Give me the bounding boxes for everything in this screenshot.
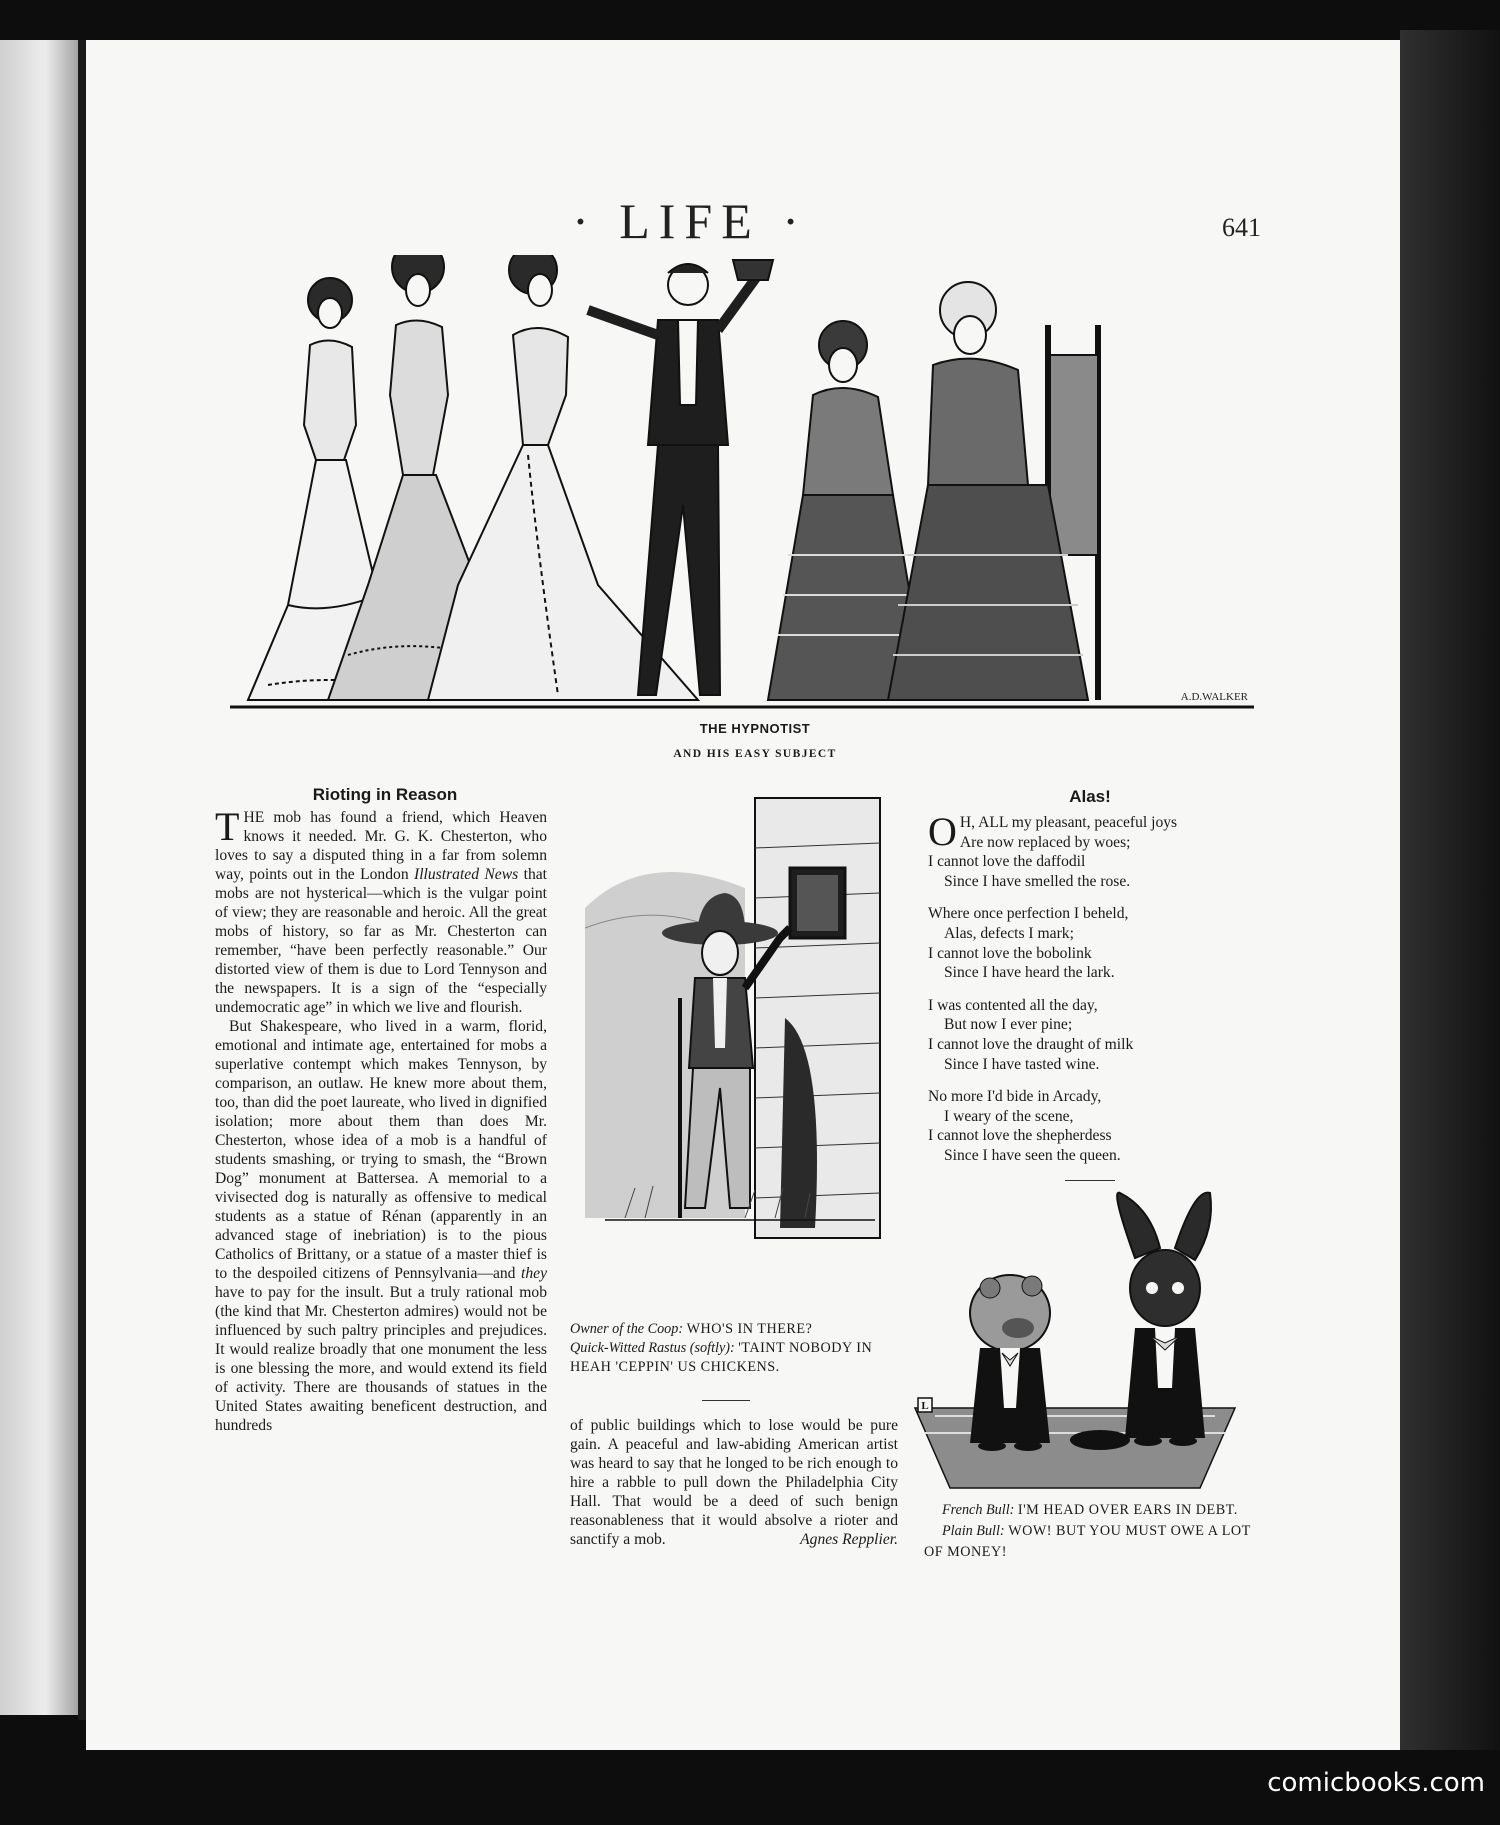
poem-stanza-3: I was contented all the day, But now I ever pine; I cannot love the draught of milk Since I have tasted wine. bbox=[928, 996, 1134, 1073]
essay-paragraph-2 bbox=[215, 1017, 547, 1435]
essay-continuation bbox=[570, 1416, 898, 1549]
woman-figure-4 bbox=[888, 282, 1098, 700]
essay-continuation-text: of public buildings which to lose would be pure gain. A peaceful and law-abiding American artist was heard to say that he longed to be rich enough to hire a rabble to pull down the Philadelphia City Hall. That would be a deed of such benign reasonableness that it would absolve a rioter and sanctify a mob. bbox=[570, 1417, 898, 1548]
poem-stanza-4: No more I'd bide in Arcady, I weary of the scene, I cannot love the shepherdess Since I have seen the queen. bbox=[928, 1088, 1121, 1164]
essay-p1-rest: that mobs are not hysterical—which is the vulgar point of view; they are reasonable and heroic. All the great mobs of history, so far as Mr. Chesterton can remember, “have been perfectly reasonable.” Our distorted view of them is due to Lord Tennyson and the newspapers. It is a sign of the “especially undemocratic age” in which we live and flourish. bbox=[215, 866, 547, 1016]
bulldogs-caption-line-2: Plain Bull: WOW! BUT YOU MUST OWE A LOT OF MONEY! bbox=[924, 1523, 1251, 1560]
page-number: 641 bbox=[1222, 213, 1261, 242]
page-gutter bbox=[78, 40, 86, 1720]
bulldogs-cartoon bbox=[910, 1188, 1240, 1490]
essay-p1-italic: Illustrated News bbox=[414, 866, 519, 883]
rastus-caption bbox=[570, 1320, 905, 1377]
illustration-subtitle: AND HIS EASY SUBJECT bbox=[673, 748, 837, 760]
poem-dropcap: O bbox=[928, 809, 957, 854]
section-divider bbox=[702, 1400, 750, 1401]
rastus-cartoon bbox=[585, 788, 883, 1308]
essay-dropcap: T bbox=[215, 804, 240, 849]
poem-divider bbox=[1065, 1180, 1115, 1181]
right-shadow bbox=[1400, 30, 1500, 1750]
cartoon-monogram: L bbox=[921, 1400, 929, 1412]
essay-body bbox=[215, 804, 547, 1435]
essay-author: Agnes Repplier. bbox=[800, 1531, 898, 1548]
rastus-caption-line-1: Owner of the Coop: WHO'S IN THERE? bbox=[570, 1321, 813, 1337]
essay-p2-italic: they bbox=[521, 1265, 547, 1282]
poem-body bbox=[928, 809, 1248, 1179]
bulldogs-caption-line-1: French Bull: I'M HEAD OVER EARS IN DEBT. bbox=[942, 1502, 1238, 1518]
essay-p1-lead: HE mob has found a friend, which Heaven knows it needed. Mr. G. K. Chesterton, who loves to say a disputed thing in a far from solemn way, points out in the London bbox=[215, 809, 547, 883]
french-bull-figure bbox=[1117, 1193, 1211, 1446]
illustration-title: THE HYPNOTIST bbox=[699, 721, 811, 736]
masthead: · LIFE · bbox=[572, 193, 808, 249]
artist-signature: A.D.WALKER bbox=[1180, 691, 1248, 703]
poem-title: Alas! bbox=[1069, 787, 1111, 806]
hypnotist-illustration bbox=[228, 255, 1256, 710]
poem-stanza-2: Where once perfection I beheld, Alas, defects I mark; I cannot love the bobolink Since I have heard the lark. bbox=[928, 905, 1129, 982]
essay-p2-lead: But Shakespeare, who lived in a warm, florid, emotional and intimate age, entertained for mobs a superlative contempt which makes Tennyson, by comparison, an outlaw. He knew more about them, too, than did the poet laureate, who lived in dignified isolation; more about them than does Mr. Chesterton, whose idea of a mob is a handful of students smashing, or trying to smash, the “Brown Dog” monument at Battersea. A memorial to a vivisected dog is naturally as offensive to medical students as a statue of Rénan (apparently in an advanced stage of inebriation) is to the pious Catholics of Brittany, or a statue of a master thief is to the despoiled citizens of Pennsylvania—and bbox=[215, 1018, 547, 1282]
bulldogs-caption bbox=[924, 1500, 1254, 1563]
left-page-edge bbox=[0, 40, 82, 1715]
site-watermark: comicbooks.com bbox=[1267, 1768, 1485, 1798]
essay-title: Rioting in Reason bbox=[312, 785, 458, 804]
essay-paragraph-1 bbox=[215, 804, 547, 1017]
essay-p2-rest: have to pay for the insult. But a truly rational mob (the kind that Mr. Chesterton admires) would not be influenced by such paltry principles and prejudices. It would realize broadly that one monument the less is one blessing the more, and would extend its field of activity. There are thousands of statues in the United States awaiting beneficent destruction, and hundreds bbox=[215, 1284, 547, 1434]
poem-stanza-1: O H, ALL my pleasant, peaceful joys Are now replaced by woes; I cannot love the daffodil Since I have smelled the rose. bbox=[928, 809, 1178, 890]
rastus-caption-line-2: Quick-Witted Rastus (softly): 'TAINT NOBODY IN HEAH 'CEPPIN' US CHICKENS. bbox=[570, 1340, 873, 1375]
plain-bull-figure bbox=[970, 1275, 1050, 1451]
